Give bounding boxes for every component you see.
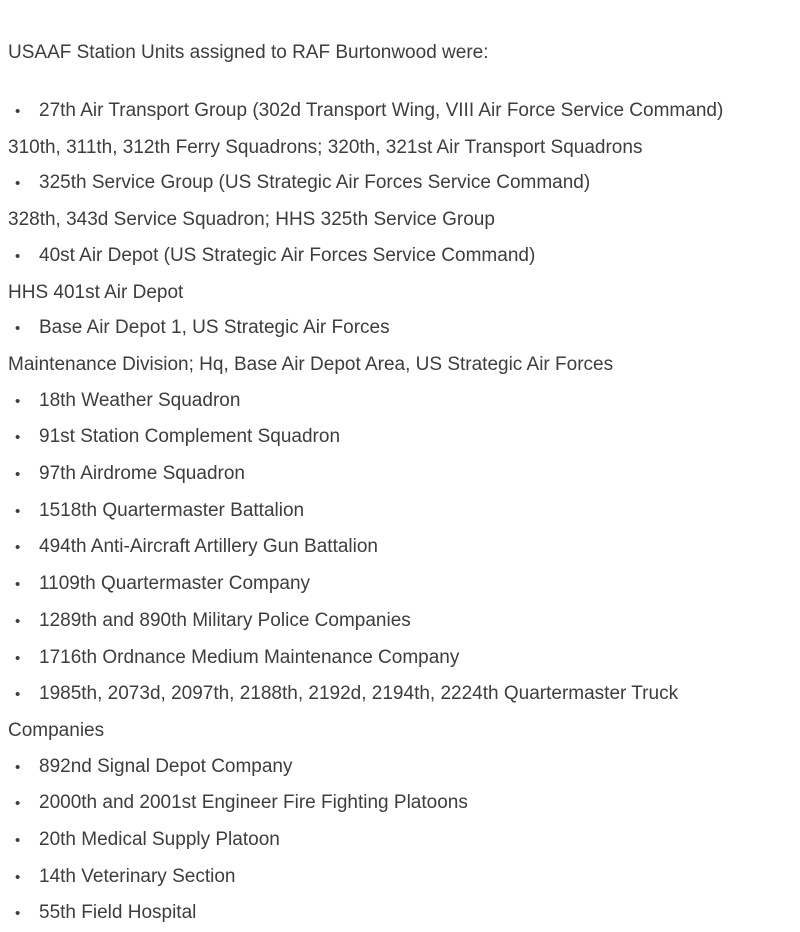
- list-item-text: Companies: [8, 719, 105, 741]
- list-item: [8, 419, 796, 456]
- bullet-icon: •: [15, 686, 21, 704]
- list-item: [8, 238, 796, 275]
- list-item-text: Maintenance Division; Hq, Base Air Depot Area, US Strategic Air Forces: [8, 353, 614, 375]
- list-item-text: 328th, 343d Service Squadron; HHS 325th Service Group: [8, 209, 495, 231]
- list-item-text: 97th Airdrome Squadron: [39, 463, 245, 485]
- bullet-icon: •: [15, 175, 21, 193]
- unit-list: [8, 93, 796, 932]
- list-item: [8, 895, 796, 932]
- bullet-icon: •: [15, 795, 21, 813]
- bullet-icon: •: [15, 429, 21, 447]
- bullet-icon: •: [15, 466, 21, 484]
- list-item-text: 892nd Signal Depot Company: [39, 755, 293, 777]
- bullet-icon: •: [15, 103, 21, 120]
- list-item-text: 1109th Quartermaster Company: [39, 573, 311, 595]
- list-item-text: 40st Air Depot (US Strategic Air Forces Service Command): [39, 244, 536, 266]
- list-item-text: Base Air Depot 1, US Strategic Air Forces: [39, 317, 390, 339]
- list-item: [8, 165, 796, 202]
- list-item: [8, 713, 796, 749]
- list-item-text: 325th Service Group (US Strategic Air Forces Service Command): [39, 172, 591, 194]
- list-item: [8, 822, 796, 859]
- list-item: [8, 676, 796, 713]
- bullet-icon: •: [15, 320, 21, 338]
- list-item-text: 14th Veterinary Section: [39, 865, 236, 887]
- list-item-text: 2000th and 2001st Engineer Fire Fighting Platoons: [39, 792, 468, 814]
- intro-text: USAAF Station Units assigned to RAF Burtonwood were:: [8, 42, 489, 63]
- list-item: [8, 493, 796, 530]
- list-item: [8, 529, 796, 566]
- bullet-icon: •: [15, 649, 21, 667]
- bullet-icon: •: [15, 612, 21, 630]
- list-item-text: 1716th Ordnance Medium Maintenance Company: [39, 646, 460, 668]
- list-item: [8, 640, 796, 677]
- list-item-text: 91st Station Complement Squadron: [39, 426, 341, 448]
- bullet-icon: •: [15, 247, 21, 265]
- list-item: [8, 93, 796, 130]
- bullet-icon: •: [15, 502, 21, 520]
- list-item: [8, 383, 796, 420]
- list-item: [8, 275, 796, 311]
- list-item: [8, 785, 796, 822]
- list-item-text: 20th Medical Supply Platoon: [39, 829, 280, 851]
- list-item-text: 1985th, 2073d, 2097th, 2188th, 2192d, 2194th, 2224th Quartermaster Truck: [39, 683, 679, 705]
- list-item: [8, 202, 796, 238]
- list-item: [8, 130, 796, 166]
- list-item-text: 27th Air Transport Group (302d Transport Wing, VIII Air Force Service Command): [39, 100, 724, 121]
- list-item-text: 1518th Quartermaster Battalion: [39, 499, 305, 521]
- list-item-text: 55th Field Hospital: [39, 902, 197, 924]
- list-item-text: 310th, 311th, 312th Ferry Squadrons; 320th, 321st Air Transport Squadrons: [8, 136, 643, 158]
- list-item: [8, 859, 796, 896]
- bullet-icon: •: [15, 758, 21, 776]
- bullet-icon: •: [15, 868, 21, 886]
- list-item-text: 494th Anti-Aircraft Artillery Gun Battalion: [39, 536, 378, 558]
- list-item: [8, 310, 796, 347]
- bullet-icon: •: [15, 392, 21, 410]
- bullet-icon: •: [15, 905, 21, 923]
- list-item-text: 18th Weather Squadron: [39, 389, 241, 411]
- list-item-text: 1289th and 890th Military Police Companies: [39, 609, 411, 631]
- list-item: [8, 347, 796, 383]
- list-item: [8, 603, 796, 640]
- list-item: [8, 566, 796, 603]
- list-item: [8, 749, 796, 786]
- list-item: [8, 456, 796, 493]
- bullet-icon: •: [15, 832, 21, 850]
- list-item-text: HHS 401st Air Depot: [8, 281, 184, 303]
- bullet-icon: •: [15, 539, 21, 557]
- bullet-icon: •: [15, 576, 21, 594]
